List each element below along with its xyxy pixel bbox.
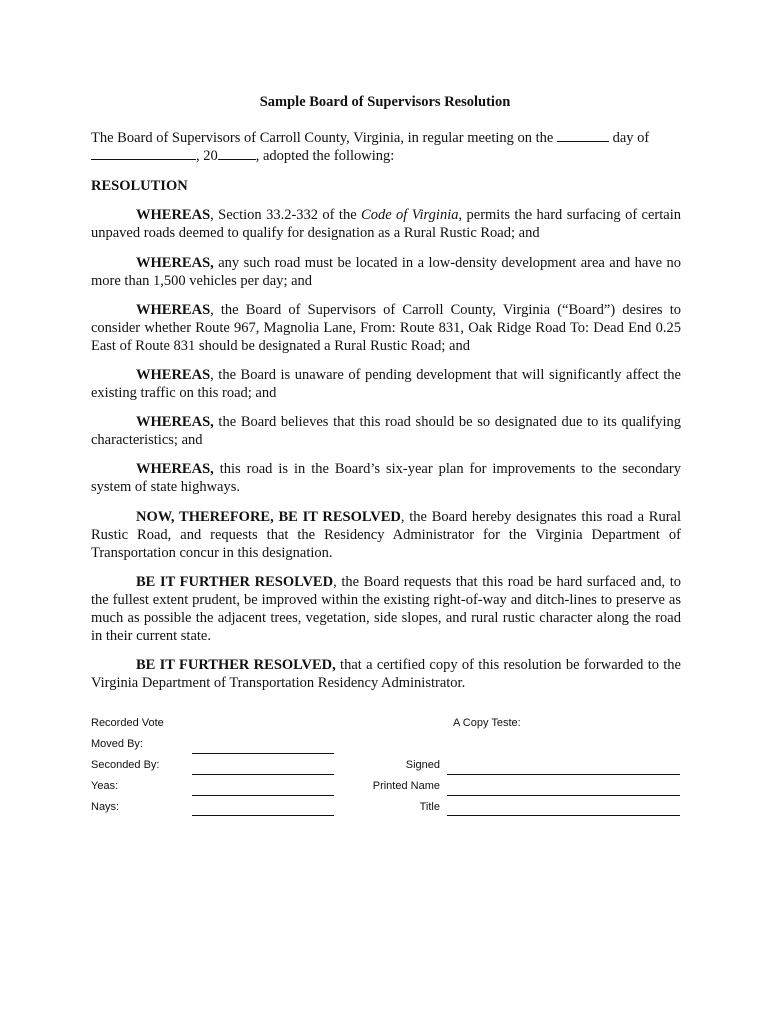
paragraph-lead: WHEREAS,	[136, 461, 214, 477]
paragraph-text: , the Board requests that this road be hard surfaced and, to the fullest extent prudent, be improved within the existing right-of-way and ditch-lines to preserve as much as possible the adjacent trees, vegetation, side slopes, and rural rustic character along the road in their current state.	[91, 574, 681, 644]
intro-text-adopted: , adopted the following:	[255, 148, 395, 164]
paragraph-lead: BE IT FURTHER RESOLVED	[136, 574, 334, 590]
whereas-paragraph-3	[91, 301, 681, 355]
copy-teste-label: A Copy Teste:	[453, 717, 521, 729]
further-resolved-paragraph-2	[91, 656, 681, 692]
paragraph-text: , permits the hard surfacing of certain unpaved roads deemed to qualify for designation as a Rural Rustic Road; and	[91, 207, 681, 241]
seconded-by-line[interactable]	[192, 774, 334, 775]
paragraph-lead: NOW, THEREFORE, BE IT RESOLVED	[136, 509, 401, 525]
resolved-paragraph	[91, 508, 681, 562]
paragraph-lead: WHEREAS	[136, 367, 211, 383]
recorded-vote-label: Recorded Vote	[91, 717, 164, 729]
signed-label: Signed	[405, 759, 440, 771]
document-title: Sample Board of Supervisors Resolution	[259, 94, 511, 110]
meeting-month-blank	[91, 147, 196, 160]
code-reference: Code of Virginia	[361, 207, 459, 223]
title-label: Title	[419, 801, 440, 813]
intro-line-1	[91, 129, 681, 147]
whereas-paragraph-6	[91, 460, 681, 496]
nays-label: Nays:	[91, 801, 120, 813]
intro-text-day-of: day of	[612, 130, 650, 146]
moved-by-line[interactable]	[192, 753, 334, 754]
intro-paragraph	[91, 129, 681, 165]
title-line[interactable]	[447, 815, 680, 816]
signed-line[interactable]	[447, 774, 680, 775]
paragraph-lead: WHEREAS	[136, 302, 211, 318]
yeas-label: Yeas:	[91, 780, 119, 792]
paragraph-lead: WHEREAS,	[136, 255, 214, 271]
paragraph-text: , Section 33.2-332 of the	[210, 207, 362, 223]
intro-text-1: The Board of Supervisors of Carroll County, Virginia, in regular meeting on the	[91, 130, 554, 146]
whereas-paragraph-5	[91, 413, 681, 449]
yeas-line[interactable]	[192, 795, 334, 796]
whereas-paragraph-4	[91, 366, 681, 402]
paragraph-text: , the Board of Supervisors of Carroll County, Virginia (“Board”) desires to consider whether Route 967, Magnolia Lane, From: Route 831, Oak Ridge Road To: Dead End 0.25 East of Route 831 should be designated a Rural Rustic Road; and	[91, 302, 681, 354]
whereas-paragraph-1	[91, 206, 681, 242]
paragraph-lead: WHEREAS,	[136, 414, 214, 430]
meeting-day-blank	[557, 129, 609, 142]
paragraph-text: the Board believes that this road should be so designated due to its qualifying characteristics; and	[91, 414, 681, 448]
printed-name-line[interactable]	[447, 795, 680, 796]
intro-text-year: , 20	[196, 148, 218, 164]
paragraph-text: , the Board is unaware of pending development that will significantly affect the existing traffic on this road; and	[91, 367, 681, 401]
paragraph-text: , the Board hereby designates this road a Rural Rustic Road, and requests that the Residency Administrator for the Virginia Department of Transportation concur in this designation.	[91, 509, 681, 561]
printed-name-label: Printed Name	[372, 780, 440, 792]
paragraph-text: this road is in the Board’s six-year plan for improvements to the secondary system of state highways.	[91, 461, 681, 495]
resolution-heading: RESOLUTION	[91, 178, 188, 194]
paragraph-lead: WHEREAS	[136, 207, 211, 223]
meeting-year-blank	[218, 147, 256, 160]
moved-by-label: Moved By:	[91, 738, 143, 750]
whereas-paragraph-2	[91, 254, 681, 290]
seconded-by-label: Seconded By:	[91, 759, 160, 771]
paragraph-lead: BE IT FURTHER RESOLVED,	[136, 657, 336, 673]
nays-line[interactable]	[192, 815, 334, 816]
intro-line-2	[91, 147, 681, 165]
further-resolved-paragraph-1	[91, 573, 681, 645]
paragraph-text: any such road must be located in a low-density development area and have no more than 1,500 vehicles per day; and	[91, 255, 681, 289]
paragraph-text: that a certified copy of this resolution be forwarded to the Virginia Department of Transportation Residency Administrator.	[91, 657, 681, 691]
